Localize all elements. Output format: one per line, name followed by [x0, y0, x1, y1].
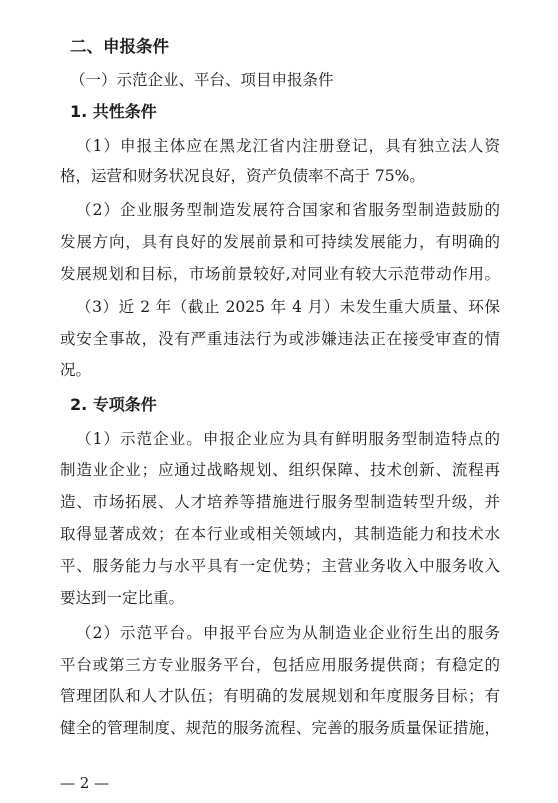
special-p1-line-3: 造、市场拓展、人才培养等措施进行服务型制造转型升级，并 [60, 493, 500, 511]
special-p1-line-2: 制造业企业；应通过战略规划、组织保障、技术创新、流程再 [60, 461, 500, 479]
common-p2-line-1: （2）企业服务型制造发展符合国家和省服务型制造鼓励的 [76, 201, 500, 219]
special-p1-line-4: 取得显著成效；在本行业或相关领域内，其制造能力和技术水 [60, 525, 500, 543]
special-p2-line-3: 管理团队和人才队伍；有明确的发展规划和年度服务目标；有 [60, 687, 500, 705]
common-p3-line-1: （3）近 2 年（截止 2025 年 4 月）未发生重大质量、环保 [76, 298, 500, 316]
common-p2-line-2: 发展方向，具有良好的发展前景和可持续发展能力，有明确的 [60, 233, 500, 251]
special-p2-line-1: （2）示范平台。申报平台应为从制造业企业衍生出的服务 [76, 624, 500, 642]
special-p2-line-4: 健全的管理制度、规范的服务流程、完善的服务质量保证措施， [60, 719, 500, 737]
special-p2-line-2: 平台或第三方专业服务平台，包括应用服务提供商；有稳定的 [60, 656, 500, 674]
common-p2-line-3: 发展规划和目标，市场前景较好,对同业有较大示范带动作用。 [60, 265, 500, 283]
common-p3-line-2: 或安全事故，没有严重违法行为或涉嫌违法正在接受审查的情 [60, 330, 500, 348]
common-p1-line-2: 格，运营和财务状况良好，资产负债率不高于 75%。 [60, 167, 425, 185]
common-p3-line-3: 况。 [60, 361, 92, 379]
special-p1-line-5: 平、服务能力与水平具有一定优势；主营业务收入中服务收入 [60, 557, 500, 575]
special-p1-line-1: （1）示范企业。申报企业应为具有鲜明服务型制造特点的 [76, 430, 500, 448]
page-number: — 2 — [60, 774, 110, 792]
section-title: 二、申报条件 [70, 37, 169, 56]
subsection-title: （一）示范企业、平台、项目申报条件 [70, 71, 334, 89]
common-conditions-heading: 1. 共性条件 [70, 102, 157, 121]
special-p1-line-6: 要达到一定比重。 [60, 589, 185, 607]
special-conditions-heading: 2. 专项条件 [70, 395, 157, 414]
common-p1-line-1: （1）申报主体应在黑龙江省内注册登记，具有独立法人资 [76, 137, 500, 155]
